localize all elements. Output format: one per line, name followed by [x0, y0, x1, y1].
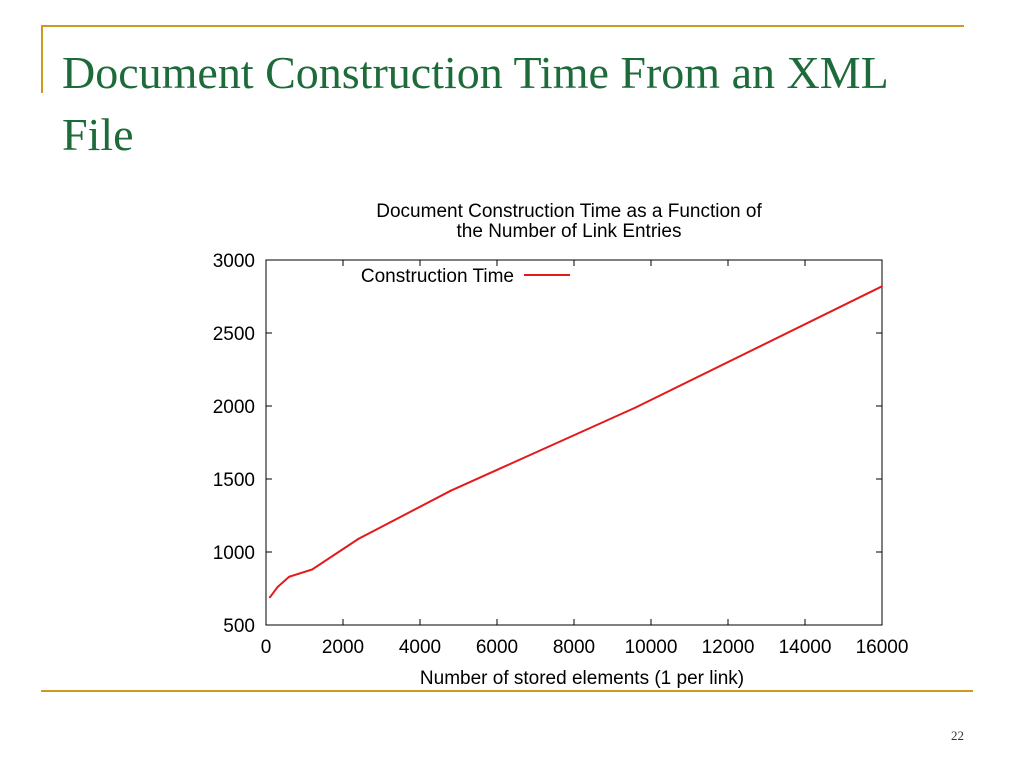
x-tick-label: 2000 — [321, 637, 365, 658]
x-tick-label: 16000 — [855, 637, 909, 658]
y-tick-label: 3000 — [212, 251, 255, 272]
plot-frame — [266, 260, 882, 625]
x-tick-label: 10000 — [624, 637, 678, 658]
page-number: 22 — [951, 728, 964, 743]
y-tick-label: 500 — [223, 616, 255, 637]
label-group — [361, 201, 763, 689]
data-point — [357, 538, 359, 540]
chart-title: Document Construction Time as a Function of — [376, 201, 762, 222]
data-point — [881, 285, 883, 287]
y-tick-label: 1500 — [212, 470, 255, 491]
y-tick-label: 2500 — [212, 324, 255, 345]
x-tick-label: 4000 — [398, 637, 442, 658]
chart-title: the Number of Link Entries — [456, 221, 682, 242]
legend-label: Construction Time — [360, 266, 514, 287]
series-group — [269, 285, 883, 598]
slide-title: Document Construction Time From an XML File — [62, 47, 888, 160]
data-point — [288, 576, 290, 578]
x-axis-label: Number of stored elements (1 per link) — [419, 668, 745, 689]
data-point — [269, 596, 271, 598]
x-tick-label: 0 — [260, 637, 272, 658]
tick-group — [213, 251, 909, 658]
data-point — [277, 586, 279, 588]
data-point — [311, 569, 313, 571]
y-tick-label: 2000 — [212, 397, 255, 418]
data-point — [635, 406, 637, 408]
plot-border — [266, 260, 882, 625]
x-tick-label: 14000 — [778, 637, 832, 658]
data-point — [450, 490, 452, 492]
x-tick-label: 8000 — [552, 637, 596, 658]
y-tick-label: 1000 — [212, 543, 255, 564]
x-tick-label: 12000 — [701, 637, 755, 658]
series-line-construction-time — [270, 286, 882, 597]
x-tick-label: 6000 — [475, 637, 519, 658]
